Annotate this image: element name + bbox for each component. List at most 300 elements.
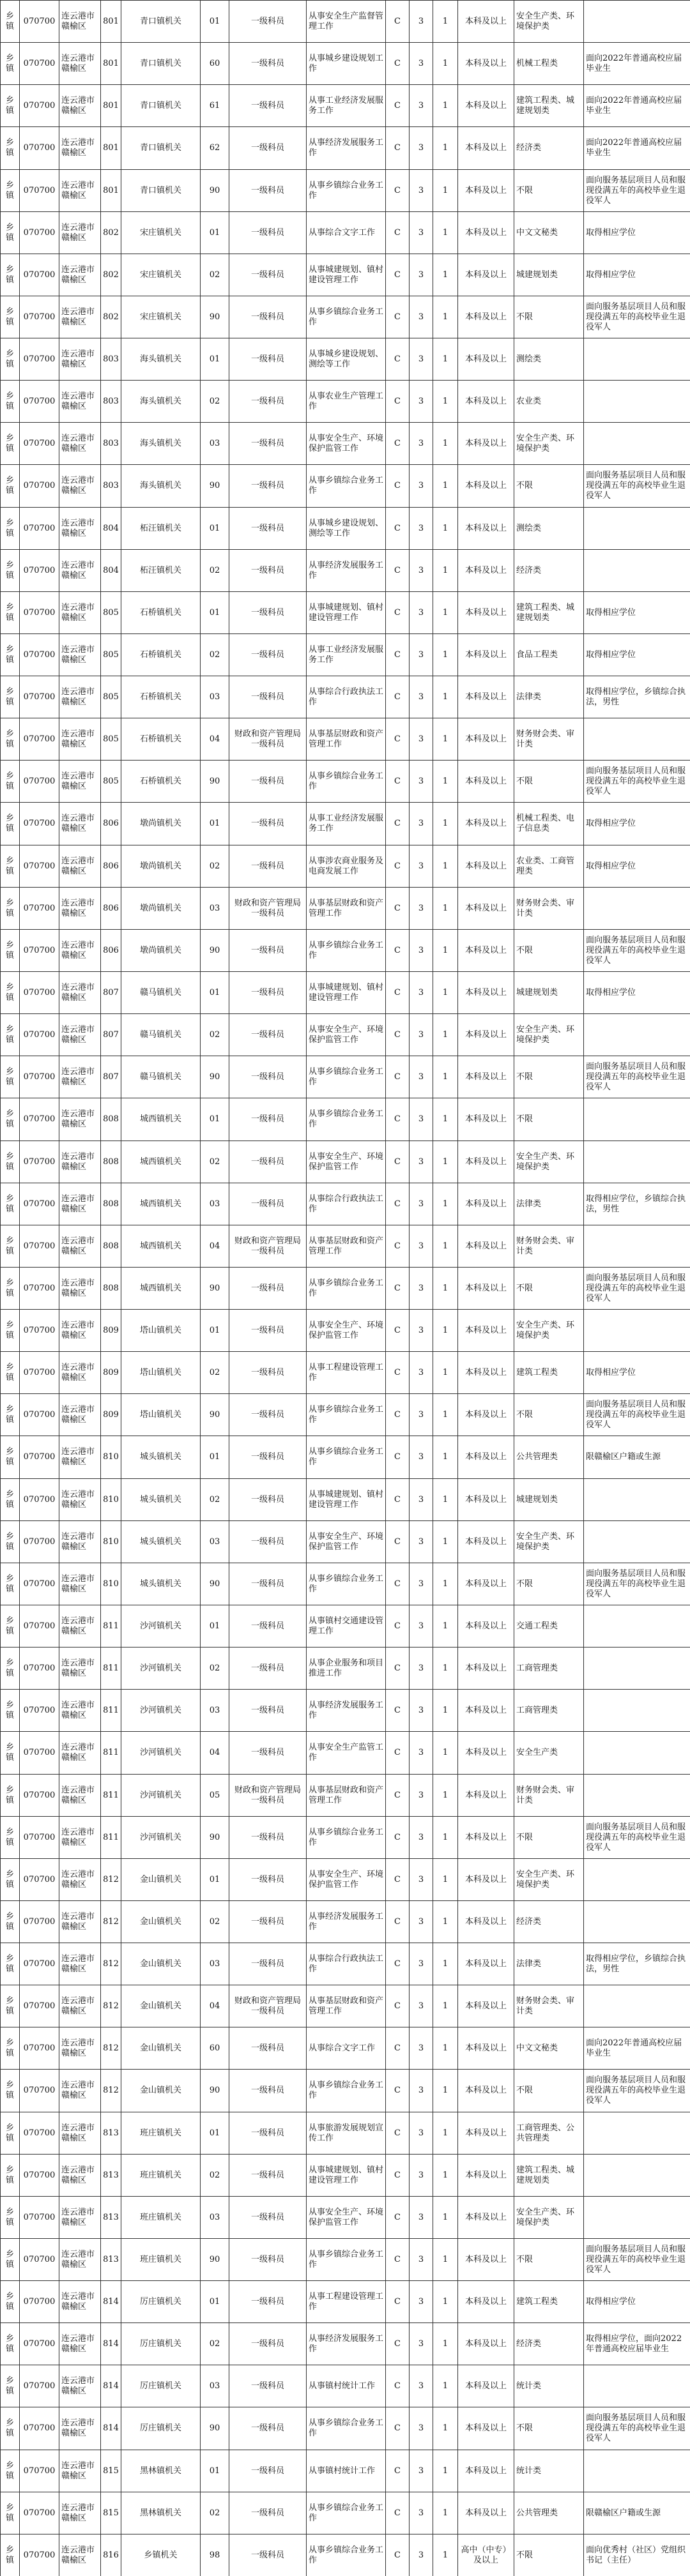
table-row — [1, 676, 690, 718]
category-cell: 乡镇 — [1, 508, 20, 550]
position-code-cell: 03 — [201, 2365, 229, 2407]
unit-name-cell: 墩尚镇机关 — [121, 930, 201, 972]
category-cell: 乡镇 — [1, 1352, 20, 1394]
position-name-cell: 一级科员 — [229, 2492, 307, 2534]
region-cell: 连云港市赣榆区 — [59, 212, 101, 254]
region-cell: 连云港市赣榆区 — [59, 1436, 101, 1479]
major-cell: 不限 — [514, 1817, 584, 1859]
region-cell: 连云港市赣榆区 — [59, 2197, 101, 2239]
ratio-cell: 3 — [410, 718, 433, 761]
quota-cell: 1 — [433, 1943, 458, 1985]
region-cell: 连云港市赣榆区 — [59, 761, 101, 803]
category-cell: 乡镇 — [1, 1014, 20, 1056]
table-row — [1, 2155, 690, 2197]
position-code-cell: 90 — [201, 296, 229, 338]
education-cell: 本科及以上 — [458, 338, 514, 381]
position-name-cell: 一级科员 — [229, 1141, 307, 1183]
position-code-cell: 01 — [201, 1436, 229, 1479]
major-cell: 法律类 — [514, 676, 584, 718]
region-cell: 连云港市赣榆区 — [59, 2070, 101, 2112]
table-row — [1, 1310, 690, 1352]
unit-code-cell: 803 — [101, 381, 121, 423]
position-code-cell: 03 — [201, 1943, 229, 1985]
category-cell: 乡镇 — [1, 1098, 20, 1141]
unit-name-cell: 厉庄镇机关 — [121, 2281, 201, 2323]
unit-name-cell: 塔山镇机关 — [121, 1394, 201, 1436]
quota-cell: 1 — [433, 254, 458, 296]
type-cell: C — [386, 1394, 410, 1436]
unit-code-cell: 808 — [101, 1225, 121, 1268]
region-cell: 连云港市赣榆区 — [59, 1141, 101, 1183]
unit-name-cell: 城西镇机关 — [121, 1098, 201, 1141]
type-cell: C — [386, 845, 410, 888]
ratio-cell: 3 — [410, 85, 433, 127]
region-cell: 连云港市赣榆区 — [59, 2239, 101, 2281]
ratio-cell: 3 — [410, 1, 433, 43]
major-cell: 食品工程类 — [514, 634, 584, 676]
ratio-cell: 3 — [410, 1268, 433, 1310]
table-row — [1, 127, 690, 170]
region-cell: 连云港市赣榆区 — [59, 465, 101, 508]
duty-cell: 从事工程建设管理工作 — [307, 2281, 386, 2323]
type-cell: C — [386, 338, 410, 381]
education-cell: 本科及以上 — [458, 634, 514, 676]
type-cell: C — [386, 761, 410, 803]
region-cell: 连云港市赣榆区 — [59, 2365, 101, 2407]
table-row — [1, 170, 690, 212]
unit-code-cell: 801 — [101, 85, 121, 127]
condition-cell — [584, 1141, 690, 1183]
unit-code-cell: 811 — [101, 1732, 121, 1775]
category-cell: 乡镇 — [1, 1901, 20, 1943]
ratio-cell: 3 — [410, 1605, 433, 1648]
type-cell: C — [386, 508, 410, 550]
table-row — [1, 634, 690, 676]
type-cell: C — [386, 1943, 410, 1985]
type-cell: C — [386, 254, 410, 296]
education-cell: 本科及以上 — [458, 1943, 514, 1985]
position-code-cell: 02 — [201, 381, 229, 423]
unit-name-cell: 班庄镇机关 — [121, 2112, 201, 2155]
type-cell: C — [386, 888, 410, 930]
unit-code-cell: 804 — [101, 508, 121, 550]
quota-cell: 1 — [433, 888, 458, 930]
duty-cell: 从事经济发展服务工作 — [307, 127, 386, 170]
code-cell: 070700 — [20, 1183, 59, 1225]
position-code-cell: 01 — [201, 508, 229, 550]
education-cell: 本科及以上 — [458, 2450, 514, 2492]
major-cell: 安全生产类、环境保护类 — [514, 1, 584, 43]
unit-name-cell: 墩尚镇机关 — [121, 803, 201, 845]
duty-cell: 从事乡镇综合业务工作 — [307, 2070, 386, 2112]
education-cell: 本科及以上 — [458, 2239, 514, 2281]
table-row — [1, 381, 690, 423]
type-cell: C — [386, 803, 410, 845]
quota-cell: 1 — [433, 1183, 458, 1225]
code-cell: 070700 — [20, 254, 59, 296]
position-name-cell: 一级科员 — [229, 1732, 307, 1775]
position-name-cell: 财政和资产管理局一级科员 — [229, 888, 307, 930]
category-cell: 乡镇 — [1, 845, 20, 888]
major-cell: 经济类 — [514, 550, 584, 592]
major-cell: 经济类 — [514, 127, 584, 170]
major-cell: 不限 — [514, 2070, 584, 2112]
unit-name-cell: 青口镇机关 — [121, 127, 201, 170]
region-cell: 连云港市赣榆区 — [59, 1268, 101, 1310]
category-cell: 乡镇 — [1, 2407, 20, 2450]
condition-cell — [584, 1775, 690, 1817]
education-cell: 本科及以上 — [458, 1690, 514, 1732]
unit-code-cell: 812 — [101, 2070, 121, 2112]
category-cell: 乡镇 — [1, 2027, 20, 2070]
type-cell: C — [386, 592, 410, 634]
position-name-cell: 一级科员 — [229, 761, 307, 803]
category-cell: 乡镇 — [1, 2197, 20, 2239]
quota-cell: 1 — [433, 465, 458, 508]
duty-cell: 从事工业经济发展服务工作 — [307, 634, 386, 676]
education-cell: 本科及以上 — [458, 465, 514, 508]
education-cell: 本科及以上 — [458, 2070, 514, 2112]
category-cell: 乡镇 — [1, 1225, 20, 1268]
category-cell: 乡镇 — [1, 338, 20, 381]
quota-cell: 1 — [433, 845, 458, 888]
unit-name-cell: 沙河镇机关 — [121, 1648, 201, 1690]
type-cell: C — [386, 85, 410, 127]
position-code-cell: 90 — [201, 1563, 229, 1605]
duty-cell: 从事安全生产监督管理工作 — [307, 1, 386, 43]
table-row — [1, 1859, 690, 1901]
duty-cell: 从事综合文字工作 — [307, 2027, 386, 2070]
major-cell: 城建规划类 — [514, 254, 584, 296]
ratio-cell: 3 — [410, 1436, 433, 1479]
position-name-cell: 一级科员 — [229, 2407, 307, 2450]
table-row — [1, 296, 690, 338]
major-cell: 法律类 — [514, 1943, 584, 1985]
condition-cell — [584, 2112, 690, 2155]
ratio-cell: 3 — [410, 212, 433, 254]
code-cell: 070700 — [20, 2155, 59, 2197]
major-cell: 财务财会类、审计类 — [514, 1775, 584, 1817]
code-cell: 070700 — [20, 1985, 59, 2027]
ratio-cell: 3 — [410, 1521, 433, 1563]
position-code-cell: 04 — [201, 1732, 229, 1775]
condition-cell — [584, 550, 690, 592]
condition-cell — [584, 1098, 690, 1141]
code-cell: 070700 — [20, 2281, 59, 2323]
position-name-cell: 一级科员 — [229, 676, 307, 718]
type-cell: C — [386, 972, 410, 1014]
duty-cell: 从事城建规划、镇村建设管理工作 — [307, 1479, 386, 1521]
type-cell: C — [386, 381, 410, 423]
education-cell: 本科及以上 — [458, 296, 514, 338]
region-cell: 连云港市赣榆区 — [59, 1690, 101, 1732]
major-cell: 安全生产类、环境保护类 — [514, 1014, 584, 1056]
category-cell: 乡镇 — [1, 676, 20, 718]
table-row — [1, 43, 690, 85]
position-code-cell: 03 — [201, 2197, 229, 2239]
major-cell: 建筑工程类 — [514, 1352, 584, 1394]
region-cell: 连云港市赣榆区 — [59, 803, 101, 845]
table-row — [1, 1817, 690, 1859]
education-cell: 本科及以上 — [458, 1732, 514, 1775]
unit-code-cell: 812 — [101, 1901, 121, 1943]
position-code-cell: 90 — [201, 1268, 229, 1310]
condition-cell: 面向优秀村（社区）党组织书记（主任） — [584, 2534, 690, 2576]
unit-name-cell: 塔山镇机关 — [121, 1310, 201, 1352]
unit-name-cell: 城头镇机关 — [121, 1479, 201, 1521]
duty-cell: 从事综合行政执法工作 — [307, 1943, 386, 1985]
position-code-cell: 01 — [201, 338, 229, 381]
region-cell: 连云港市赣榆区 — [59, 2027, 101, 2070]
table-row — [1, 718, 690, 761]
category-cell: 乡镇 — [1, 212, 20, 254]
quota-cell: 1 — [433, 972, 458, 1014]
condition-cell — [584, 1985, 690, 2027]
code-cell: 070700 — [20, 1394, 59, 1436]
position-code-cell: 90 — [201, 1817, 229, 1859]
major-cell: 不限 — [514, 930, 584, 972]
region-cell: 连云港市赣榆区 — [59, 423, 101, 465]
ratio-cell: 3 — [410, 676, 433, 718]
table-row — [1, 2407, 690, 2450]
duty-cell: 从事乡镇综合业务工作 — [307, 930, 386, 972]
quota-cell: 1 — [433, 170, 458, 212]
major-cell: 公共管理类 — [514, 2492, 584, 2534]
quota-cell: 1 — [433, 1310, 458, 1352]
condition-cell — [584, 381, 690, 423]
position-code-cell: 90 — [201, 465, 229, 508]
condition-cell: 面向服务基层项目人员和服现役满五年的高校毕业生退役军人 — [584, 170, 690, 212]
duty-cell: 从事基层财政和资产管理工作 — [307, 1985, 386, 2027]
position-code-cell: 02 — [201, 2155, 229, 2197]
table-row — [1, 550, 690, 592]
type-cell: C — [386, 2365, 410, 2407]
region-cell: 连云港市赣榆区 — [59, 930, 101, 972]
education-cell: 本科及以上 — [458, 1648, 514, 1690]
region-cell: 连云港市赣榆区 — [59, 381, 101, 423]
major-cell: 农业类、工商管理类 — [514, 845, 584, 888]
duty-cell: 从事城建规划、镇村建设管理工作 — [307, 972, 386, 1014]
category-cell: 乡镇 — [1, 761, 20, 803]
code-cell: 070700 — [20, 1479, 59, 1521]
condition-cell: 面向服务基层项目人员和服现役满五年的高校毕业生退役军人 — [584, 1817, 690, 1859]
position-code-cell: 01 — [201, 1605, 229, 1648]
quota-cell: 1 — [433, 2197, 458, 2239]
type-cell: C — [386, 2070, 410, 2112]
major-cell: 经济类 — [514, 2323, 584, 2365]
major-cell: 经济类 — [514, 1901, 584, 1943]
unit-name-cell: 沙河镇机关 — [121, 1732, 201, 1775]
position-name-cell: 一级科员 — [229, 1817, 307, 1859]
code-cell: 070700 — [20, 888, 59, 930]
duty-cell: 从事安全生产、环境保护监管工作 — [307, 423, 386, 465]
position-code-cell: 02 — [201, 1901, 229, 1943]
quota-cell: 1 — [433, 1436, 458, 1479]
region-cell: 连云港市赣榆区 — [59, 296, 101, 338]
education-cell: 本科及以上 — [458, 2407, 514, 2450]
region-cell: 连云港市赣榆区 — [59, 2407, 101, 2450]
duty-cell: 从事城建规划、镇村建设管理工作 — [307, 2155, 386, 2197]
type-cell: C — [386, 1775, 410, 1817]
type-cell: C — [386, 43, 410, 85]
unit-name-cell: 宋庄镇机关 — [121, 254, 201, 296]
category-cell: 乡镇 — [1, 1943, 20, 1985]
quota-cell: 1 — [433, 2534, 458, 2576]
unit-code-cell: 812 — [101, 1943, 121, 1985]
ratio-cell: 3 — [410, 2407, 433, 2450]
unit-code-cell: 805 — [101, 761, 121, 803]
condition-cell — [584, 1225, 690, 1268]
education-cell: 本科及以上 — [458, 1394, 514, 1436]
duty-cell: 从事镇村统计工作 — [307, 2450, 386, 2492]
major-cell: 财务财会类、审计类 — [514, 888, 584, 930]
type-cell: C — [386, 2027, 410, 2070]
unit-name-cell: 城头镇机关 — [121, 1521, 201, 1563]
position-code-cell: 03 — [201, 1690, 229, 1732]
quota-cell: 1 — [433, 2112, 458, 2155]
duty-cell: 从事旅游发展规划宣传工作 — [307, 2112, 386, 2155]
duty-cell: 从事基层财政和资产管理工作 — [307, 1775, 386, 1817]
category-cell: 乡镇 — [1, 170, 20, 212]
ratio-cell: 3 — [410, 2070, 433, 2112]
unit-code-cell: 803 — [101, 465, 121, 508]
unit-code-cell: 807 — [101, 1056, 121, 1098]
position-name-cell: 一级科员 — [229, 2239, 307, 2281]
quota-cell: 1 — [433, 508, 458, 550]
category-cell: 乡镇 — [1, 2323, 20, 2365]
unit-name-cell: 墩尚镇机关 — [121, 845, 201, 888]
education-cell: 本科及以上 — [458, 1436, 514, 1479]
duty-cell: 从事综合行政执法工作 — [307, 676, 386, 718]
position-code-cell: 90 — [201, 2070, 229, 2112]
major-cell: 不限 — [514, 170, 584, 212]
ratio-cell: 3 — [410, 381, 433, 423]
condition-cell — [584, 1014, 690, 1056]
education-cell: 本科及以上 — [458, 2197, 514, 2239]
category-cell: 乡镇 — [1, 1, 20, 43]
table-row — [1, 2070, 690, 2112]
position-name-cell: 一级科员 — [229, 1352, 307, 1394]
major-cell: 不限 — [514, 1563, 584, 1605]
region-cell: 连云港市赣榆区 — [59, 1056, 101, 1098]
table-row — [1, 1563, 690, 1605]
category-cell: 乡镇 — [1, 1310, 20, 1352]
education-cell: 本科及以上 — [458, 1, 514, 43]
code-cell: 070700 — [20, 2027, 59, 2070]
major-cell: 安全生产类、环境保护类 — [514, 1310, 584, 1352]
type-cell: C — [386, 2197, 410, 2239]
quota-cell: 1 — [433, 718, 458, 761]
major-cell: 不限 — [514, 2534, 584, 2576]
ratio-cell: 3 — [410, 2323, 433, 2365]
category-cell: 乡镇 — [1, 423, 20, 465]
table-row — [1, 254, 690, 296]
category-cell: 乡镇 — [1, 1183, 20, 1225]
quota-cell: 1 — [433, 1225, 458, 1268]
education-cell: 本科及以上 — [458, 845, 514, 888]
condition-cell: 取得相应学位 — [584, 845, 690, 888]
quota-cell: 1 — [433, 423, 458, 465]
position-name-cell: 一级科员 — [229, 1943, 307, 1985]
unit-name-cell: 金山镇机关 — [121, 1985, 201, 2027]
position-name-cell: 一级科员 — [229, 1901, 307, 1943]
code-cell: 070700 — [20, 43, 59, 85]
unit-name-cell: 黑林镇机关 — [121, 2492, 201, 2534]
type-cell: C — [386, 1, 410, 43]
type-cell: C — [386, 1690, 410, 1732]
table-row — [1, 1268, 690, 1310]
table-row — [1, 338, 690, 381]
table-row — [1, 1183, 690, 1225]
table-row — [1, 465, 690, 508]
region-cell: 连云港市赣榆区 — [59, 1394, 101, 1436]
position-code-cell: 04 — [201, 718, 229, 761]
position-name-cell: 一级科员 — [229, 2027, 307, 2070]
position-name-cell: 财政和资产管理局一级科员 — [229, 1985, 307, 2027]
type-cell: C — [386, 296, 410, 338]
category-cell: 乡镇 — [1, 2492, 20, 2534]
table-row — [1, 508, 690, 550]
ratio-cell: 3 — [410, 1014, 433, 1056]
table-row — [1, 423, 690, 465]
code-cell: 070700 — [20, 676, 59, 718]
unit-name-cell: 青口镇机关 — [121, 43, 201, 85]
unit-code-cell: 810 — [101, 1479, 121, 1521]
code-cell: 070700 — [20, 930, 59, 972]
position-name-cell: 财政和资产管理局一级科员 — [229, 1225, 307, 1268]
condition-cell: 取得相应学位 — [584, 212, 690, 254]
quota-cell: 1 — [433, 634, 458, 676]
condition-cell — [584, 1479, 690, 1521]
condition-cell: 面向服务基层项目人员和服现役满五年的高校毕业生退役军人 — [584, 1056, 690, 1098]
region-cell: 连云港市赣榆区 — [59, 1985, 101, 2027]
unit-name-cell: 沙河镇机关 — [121, 1817, 201, 1859]
unit-name-cell: 金山镇机关 — [121, 2027, 201, 2070]
quota-cell: 1 — [433, 1859, 458, 1901]
table-row — [1, 1141, 690, 1183]
code-cell: 070700 — [20, 508, 59, 550]
position-name-cell: 一级科员 — [229, 1648, 307, 1690]
education-cell: 本科及以上 — [458, 972, 514, 1014]
region-cell: 连云港市赣榆区 — [59, 2155, 101, 2197]
condition-cell — [584, 2197, 690, 2239]
unit-code-cell: 808 — [101, 1141, 121, 1183]
position-name-cell: 一级科员 — [229, 2450, 307, 2492]
region-cell: 连云港市赣榆区 — [59, 1648, 101, 1690]
quota-cell: 1 — [433, 2070, 458, 2112]
position-code-cell: 01 — [201, 2450, 229, 2492]
unit-code-cell: 810 — [101, 1563, 121, 1605]
education-cell: 本科及以上 — [458, 254, 514, 296]
major-cell: 工商管理类 — [514, 1648, 584, 1690]
unit-name-cell: 海头镇机关 — [121, 381, 201, 423]
major-cell: 机械工程类 — [514, 43, 584, 85]
duty-cell: 从事经济发展服务工作 — [307, 1690, 386, 1732]
code-cell: 070700 — [20, 1436, 59, 1479]
position-code-cell: 60 — [201, 2027, 229, 2070]
unit-name-cell: 石桥镇机关 — [121, 761, 201, 803]
position-code-cell: 03 — [201, 676, 229, 718]
type-cell: C — [386, 1056, 410, 1098]
category-cell: 乡镇 — [1, 718, 20, 761]
position-code-cell: 04 — [201, 1225, 229, 1268]
position-code-cell: 01 — [201, 1098, 229, 1141]
region-cell: 连云港市赣榆区 — [59, 170, 101, 212]
education-cell: 本科及以上 — [458, 1479, 514, 1521]
unit-name-cell: 青口镇机关 — [121, 1, 201, 43]
region-cell: 连云港市赣榆区 — [59, 1521, 101, 1563]
category-cell: 乡镇 — [1, 127, 20, 170]
